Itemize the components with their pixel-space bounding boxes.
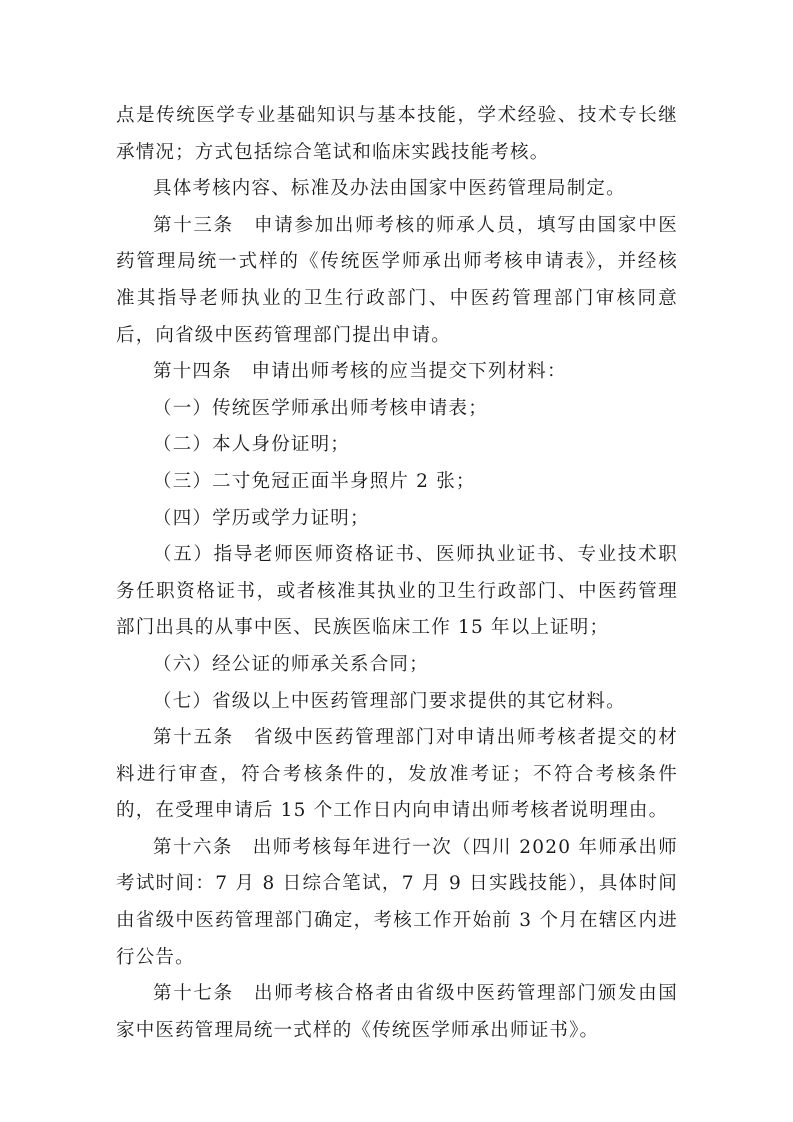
paragraph-continuation: 点是传统医学专业基础知识与基本技能，学术经验、技术专长继承情况；方式包括综合笔试和临床实践技能考核。 (116, 105, 678, 163)
material-item-1: （一）传统医学师承出师考核申请表； (153, 397, 488, 419)
article-13: 第十三条 申请参加出师考核的师承人员，填写由国家中医药管理局统一式样的《传统医学师承出师考核申请表》，并经核准其指导老师执业的卫生行政部门、中医药管理部门审核同意后，向省级中医药管理部门提出申请。 (116, 214, 678, 346)
article-15: 第十五条 省级中医药管理部门对申请出师考核者提交的材料进行审查，符合考核条件的，发放准考证；不符合考核条件的，在受理申请后 15 个工作日内向申请出师考核者说明理由。 (116, 727, 678, 822)
document-body (116, 98, 678, 1049)
material-item-5: （五）指导老师医师资格证书、医师执业证书、专业技术职务任职资格证书，或者核准其执业的卫生行政部门、中医药管理部门出具的从事中医、民族医临床工作 15 年以上证明； (116, 544, 678, 639)
material-item-4: （四）学历或学力证明； (153, 507, 370, 529)
article-16: 第十六条 出师考核每年进行一次（四川 2020 年师承出师考试时间：7 月 8 日综合笔试，7 月 9 日实践技能），具体时间由省级中医药管理部门确定，考核工作开始前 3 个月在辖区内进行公告。 (116, 836, 678, 968)
paragraph-assessment-standard: 具体考核内容、标准及办法由国家中医药管理局制定。 (153, 178, 626, 200)
article-17: 第十七条 出师考核合格者由省级中医药管理部门颁发由国家中医药管理局统一式样的《传统医学师承出师证书》。 (116, 983, 678, 1041)
article-14: 第十四条 申请出师考核的应当提交下列材料： (153, 361, 567, 383)
material-item-6: （六）经公证的师承关系合同； (153, 653, 429, 675)
material-item-7: （七）省级以上中医药管理部门要求提供的其它材料。 (153, 690, 626, 712)
material-item-2: （二）本人身份证明； (153, 434, 351, 456)
material-item-3: （三）二寸免冠正面半身照片 2 张； (153, 470, 476, 492)
